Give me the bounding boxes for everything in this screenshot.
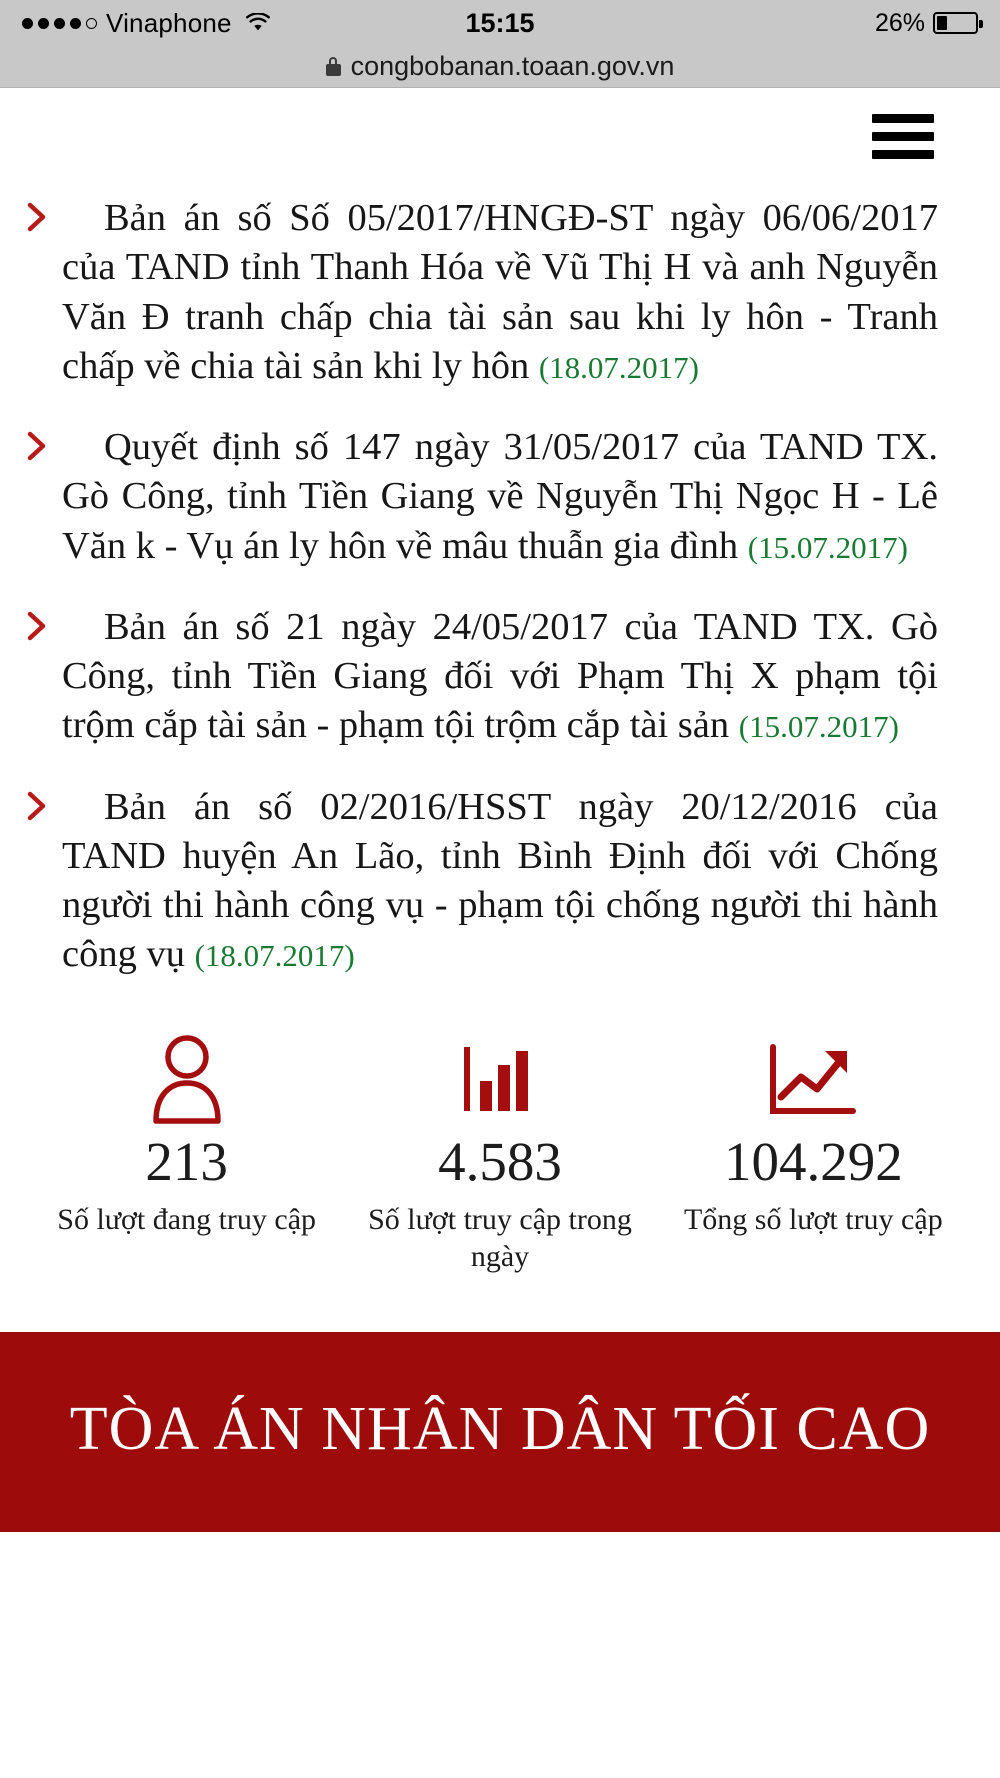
person-icon <box>146 1034 228 1124</box>
clock-label: 15:15 <box>465 7 535 38</box>
list-item[interactable] <box>62 603 938 751</box>
visitor-stats <box>0 1034 1000 1276</box>
list-item-date: (18.07.2017) <box>194 938 355 974</box>
list-item-date: (15.07.2017) <box>747 529 908 565</box>
list-item[interactable] <box>62 423 938 571</box>
stat-total-visits <box>657 1034 970 1276</box>
bar-chart-icon <box>458 1034 542 1124</box>
list-item-title[interactable]: Quyết định số 147 ngày 31/05/2017 của TAND TX. Gò Công, tỉnh Tiền Giang về Nguyễn Thị Ngọc H - Lê Văn k - Vụ án ly hôn về mâu thuẫn gia đình <box>62 426 938 567</box>
trending-up-icon <box>767 1034 859 1124</box>
list-item-title[interactable]: Bản án số 21 ngày 24/05/2017 của TAND TX. Gò Công, tỉnh Tiền Giang đối với Phạm Thị X phạm tội trộm cắp tài sản - phạm tội trộm cắp tài sản <box>62 605 938 747</box>
list-item-date: (15.07.2017) <box>738 709 899 745</box>
stat-label: Tổng số lượt truy cập <box>683 1202 943 1236</box>
footer-title: TÒA ÁN NHÂN DÂN TỐI CAO <box>69 1394 931 1463</box>
browser-url-bar[interactable] <box>0 46 1000 88</box>
list-item-text <box>62 194 938 391</box>
site-footer <box>0 1332 1000 1532</box>
stat-online-visitors <box>30 1034 343 1276</box>
stat-value: 213 <box>145 1130 228 1192</box>
list-item[interactable] <box>62 783 938 980</box>
ios-status-bar <box>0 0 1000 46</box>
stat-value: 104.292 <box>723 1130 903 1192</box>
list-item-date: (18.07.2017) <box>538 349 699 385</box>
url-text: congbobanan.toaan.gov.vn <box>350 51 675 81</box>
list-item-text <box>62 423 938 571</box>
list-item-text <box>62 603 938 751</box>
list-item-title[interactable]: Bản án số 02/2016/HSST ngày 20/12/2016 của TAND huyện An Lão, tỉnh Bình Định đối với Chống người thi hành công vụ - phạm tội chống người thi hành công vụ <box>62 785 938 976</box>
carrier-label: Vinaphone <box>106 7 232 38</box>
chevron-right-icon <box>26 431 48 461</box>
site-header <box>0 88 1000 184</box>
chevron-right-icon <box>26 791 48 821</box>
chevron-right-icon <box>26 611 48 641</box>
stat-label: Số lượt truy cập trong ngày <box>368 1202 632 1274</box>
battery-percent-label: 26% <box>874 8 925 37</box>
list-item-text <box>62 783 938 980</box>
list-item-title[interactable]: Bản án số Số 05/2017/HNGĐ-ST ngày 06/06/2017 của TAND tỉnh Thanh Hóa về Vũ Thị H và anh Nguyễn Văn Đ tranh chấp chia tài sản sau khi ly hôn - Tranh chấp về chia tài sản khi ly hôn <box>62 197 938 387</box>
stat-visits-today <box>343 1034 656 1276</box>
stat-label: Số lượt đang truy cập <box>57 1202 317 1236</box>
page-content <box>0 88 1000 1532</box>
battery-icon <box>933 12 978 34</box>
list-item[interactable] <box>62 194 938 391</box>
judgment-list <box>0 184 1000 980</box>
stat-value: 4.583 <box>438 1130 562 1192</box>
chevron-right-icon <box>26 202 48 232</box>
hamburger-menu-icon[interactable] <box>872 114 934 159</box>
lock-icon <box>326 57 341 76</box>
